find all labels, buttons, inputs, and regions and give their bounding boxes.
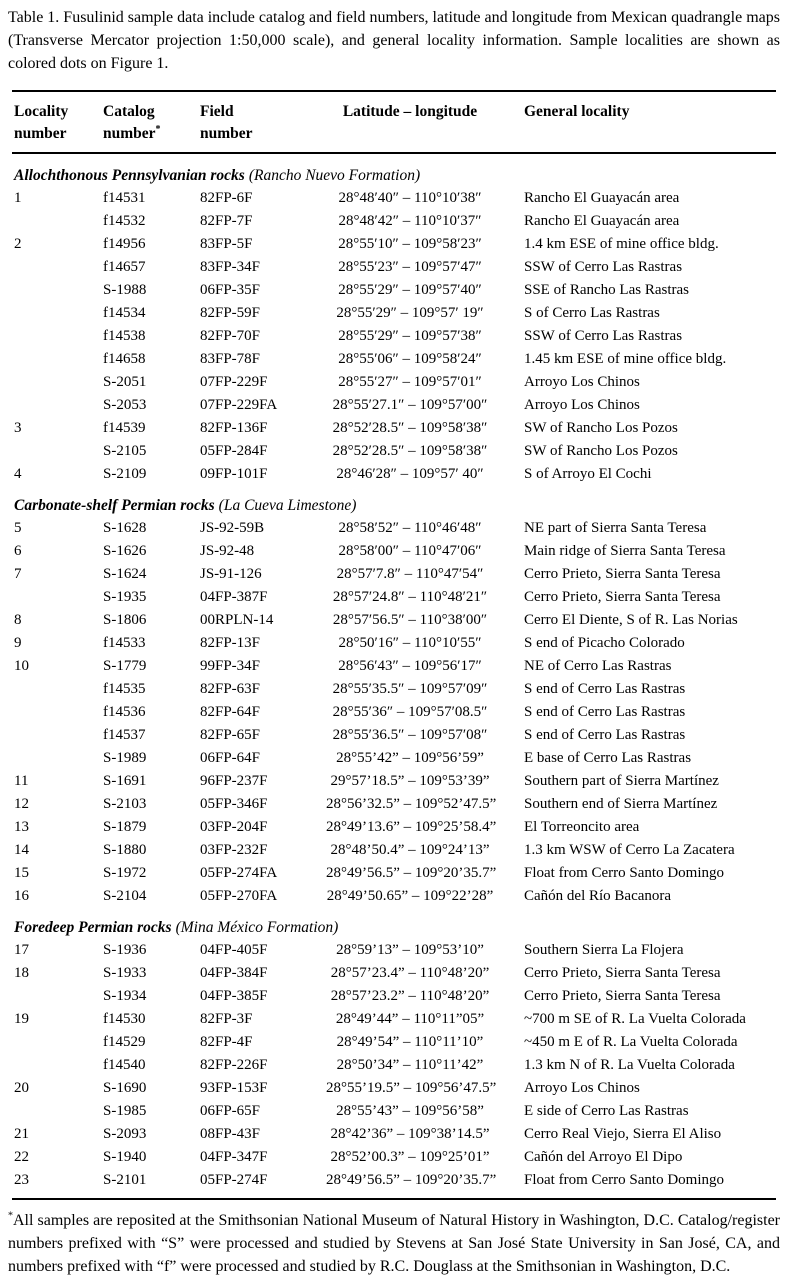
cell-catalog-number: f14536	[103, 704, 146, 720]
section-header	[12, 494, 776, 517]
cell-general-locality: Southern part of Sierra Martínez	[524, 773, 719, 789]
cell-latitude-longitude: 28°48′42″ – 110°10′37″	[338, 213, 482, 229]
cell-catalog-number: S-1936	[103, 942, 147, 958]
table-row	[12, 1077, 776, 1100]
cell-latitude-longitude: 28°57′7.8″ – 110°47′54″	[336, 566, 484, 582]
cell-field-number: 06FP-64F	[200, 750, 261, 766]
table-row	[12, 348, 776, 371]
cell-latitude-longitude: 28°57′24.8″ – 110°48′21″	[332, 589, 488, 605]
table-row	[12, 256, 776, 279]
cell-locality-number: 19	[14, 1011, 29, 1027]
table-row	[12, 417, 776, 440]
cell-catalog-number: S-1989	[103, 750, 147, 766]
cell-latitude-longitude: 28°58′00″ – 110°47′06″	[338, 543, 482, 559]
cell-latitude-longitude: 28°55′06″ – 109°58′24″	[338, 351, 482, 367]
cell-field-number: 82FP-13F	[200, 635, 261, 651]
cell-catalog-number: f14956	[103, 236, 146, 252]
cell-field-number: 05FP-270FA	[200, 888, 278, 904]
table-row	[12, 770, 776, 793]
cell-field-number: 05FP-284F	[200, 443, 268, 459]
cell-general-locality: Arroyo Los Chinos	[524, 1080, 640, 1096]
cell-catalog-number: S-1879	[103, 819, 147, 835]
cell-field-number: 04FP-385F	[200, 988, 268, 1004]
table-row	[12, 747, 776, 770]
cell-latitude-longitude: 28°49’56.5” – 109°20’35.7”	[326, 865, 497, 881]
table-header-row	[12, 92, 776, 152]
cell-general-locality: Float from Cerro Santo Domingo	[524, 865, 724, 881]
cell-locality-number	[12, 348, 101, 371]
table-row	[12, 609, 776, 632]
cell-field-number: 82FP-64F	[200, 704, 261, 720]
cell-locality-number: 4	[14, 466, 22, 482]
table-row	[12, 279, 776, 302]
cell-field-number: 82FP-136F	[200, 420, 268, 436]
cell-field-number: 83FP-78F	[200, 351, 261, 367]
cell-catalog-number: f14538	[103, 328, 146, 344]
cell-catalog-number: S-1779	[103, 658, 147, 674]
cell-catalog-number: S-1806	[103, 612, 147, 628]
cell-field-number: 08FP-43F	[200, 1126, 261, 1142]
cell-locality-number: 10	[14, 658, 29, 674]
table-row	[12, 517, 776, 540]
cell-latitude-longitude: 28°57′56.5″ – 110°38′00″	[332, 612, 488, 628]
cell-locality-number	[12, 302, 101, 325]
cell-latitude-longitude: 28°50′16″ – 110°10′55″	[338, 635, 482, 651]
table-row	[12, 540, 776, 563]
cell-field-number: 82FP-7F	[200, 213, 253, 229]
cell-field-number: 06FP-35F	[200, 282, 261, 298]
section-subtitle: (Rancho Nuevo Formation)	[248, 167, 421, 184]
cell-latitude-longitude: 28°55′35.5″ – 109°57′09″	[332, 681, 488, 697]
cell-latitude-longitude: 28°52’00.3” – 109°25’01”	[330, 1149, 490, 1165]
cell-catalog-number: f14658	[103, 351, 146, 367]
cell-catalog-number: S-1985	[103, 1103, 147, 1119]
cell-catalog-number: S-1880	[103, 842, 147, 858]
cell-locality-number: 22	[14, 1149, 29, 1165]
cell-field-number: 05FP-274F	[200, 1172, 268, 1188]
cell-field-number: 82FP-70F	[200, 328, 261, 344]
cell-field-number: JS-91-126	[200, 566, 262, 582]
section-subtitle: (La Cueva Limestone)	[218, 497, 357, 514]
cell-catalog-number: S-2051	[103, 374, 147, 390]
table-row	[12, 985, 776, 1008]
section-header	[12, 164, 776, 187]
cell-field-number: JS-92-48	[200, 543, 255, 559]
cell-catalog-number: S-1972	[103, 865, 147, 881]
cell-latitude-longitude: 28°55’42” – 109°56’59”	[336, 750, 484, 766]
cell-general-locality: Rancho El Guayacán area	[524, 213, 680, 229]
cell-locality-number	[12, 1031, 101, 1054]
cell-latitude-longitude: 28°58′52″ – 110°46′48″	[338, 520, 482, 536]
table-row	[12, 371, 776, 394]
cell-catalog-number: f14533	[103, 635, 146, 651]
cell-field-number: 82FP-63F	[200, 681, 261, 697]
cell-field-number: 82FP-4F	[200, 1034, 253, 1050]
table-row	[12, 586, 776, 609]
table-row	[12, 655, 776, 678]
table-row	[12, 1146, 776, 1169]
cell-locality-number: 23	[14, 1172, 29, 1188]
cell-field-number: 82FP-6F	[200, 190, 253, 206]
table-bottom-rule	[12, 1198, 776, 1200]
cell-locality-number: 21	[14, 1126, 29, 1142]
table-row	[12, 632, 776, 655]
table-row	[12, 563, 776, 586]
cell-field-number: 05FP-274FA	[200, 865, 278, 881]
cell-locality-number	[12, 325, 101, 348]
cell-general-locality: Southern Sierra La Flojera	[524, 942, 684, 958]
cell-general-locality: SW of Rancho Los Pozos	[524, 443, 678, 459]
cell-latitude-longitude: 28°57’23.4” – 110°48’20”	[330, 965, 490, 981]
cell-field-number: 03FP-204F	[200, 819, 268, 835]
cell-catalog-number: S-2101	[103, 1172, 147, 1188]
cell-field-number: 82FP-226F	[200, 1057, 268, 1073]
cell-latitude-longitude: 28°55′10″ – 109°58′23″	[338, 236, 482, 252]
cell-locality-number	[12, 279, 101, 302]
column-header-catalog-number	[101, 101, 198, 145]
cell-locality-number: 7	[14, 566, 22, 582]
table-row	[12, 793, 776, 816]
cell-locality-number: 11	[14, 773, 29, 789]
cell-latitude-longitude: 28°59’13” – 109°53’10”	[336, 942, 484, 958]
cell-general-locality: S end of Cerro Las Rastras	[524, 681, 686, 697]
table-row	[12, 939, 776, 962]
table-row	[12, 962, 776, 985]
cell-field-number: 04FP-387F	[200, 589, 268, 605]
cell-locality-number	[12, 371, 101, 394]
column-header-latitude-longitude: Latitude – longitude	[342, 103, 478, 120]
cell-catalog-number: S-1691	[103, 773, 147, 789]
cell-field-number: 00RPLN-14	[200, 612, 274, 628]
section-header	[12, 916, 776, 939]
cell-general-locality: ~450 m E of R. La Vuelta Colorada	[524, 1034, 738, 1050]
cell-catalog-number: f14529	[103, 1034, 146, 1050]
cell-field-number: 82FP-59F	[200, 305, 261, 321]
cell-catalog-number: S-2109	[103, 466, 147, 482]
cell-latitude-longitude: 28°55′36″ – 109°57′08.5″	[332, 704, 488, 720]
table-row	[12, 1008, 776, 1031]
cell-latitude-longitude: 28°55′27″ – 109°57′01″	[338, 374, 482, 390]
cell-catalog-number: S-1935	[103, 589, 147, 605]
cell-latitude-longitude: 28°52′28.5″ – 109°58′38″	[332, 443, 488, 459]
column-header-field-number	[198, 101, 326, 145]
cell-latitude-longitude: 28°49’44” – 110°11”05”	[335, 1011, 485, 1027]
cell-latitude-longitude: 28°55’43” – 109°56’58”	[336, 1103, 484, 1119]
cell-field-number: 04FP-347F	[200, 1149, 268, 1165]
cell-latitude-longitude: 28°49’13.6” – 109°25’58.4”	[326, 819, 497, 835]
cell-catalog-number: S-1628	[103, 520, 147, 536]
cell-general-locality: 1.3 km N of R. La Vuelta Colorada	[524, 1057, 735, 1073]
cell-latitude-longitude: 28°48’50.4” – 109°24’13”	[330, 842, 490, 858]
cell-catalog-number: f14532	[103, 213, 146, 229]
footnote-text: All samples are reposited at the Smithsonian National Museum of Natural History in Washington, D.C. Catalog/register numbers prefixed with “S” were processed and studied by Stevens at San José State University in San José, CA, and numbers prefixed with “f” were processed and studied by R.C. Douglass at the Smithsonian in Washington, D.C.	[8, 1212, 780, 1275]
cell-general-locality: Cerro Prieto, Sierra Santa Teresa	[524, 965, 721, 981]
cell-locality-number: 5	[14, 520, 22, 536]
table-row	[12, 1100, 776, 1123]
table-row	[12, 839, 776, 862]
cell-latitude-longitude: 28°46′28″ – 109°57′ 40″	[336, 466, 484, 482]
table-row	[12, 440, 776, 463]
cell-general-locality: 1.3 km WSW of Cerro La Zacatera	[524, 842, 735, 858]
cell-locality-number: 13	[14, 819, 29, 835]
cell-locality-number: 6	[14, 543, 22, 559]
table-row	[12, 463, 776, 486]
cell-general-locality: Cerro El Diente, S of R. Las Norias	[524, 612, 738, 628]
cell-field-number: 04FP-384F	[200, 965, 268, 981]
table-footnote	[8, 1209, 780, 1278]
cell-general-locality: E base of Cerro Las Rastras	[524, 750, 692, 766]
cell-field-number: 96FP-237F	[200, 773, 268, 789]
cell-general-locality: Float from Cerro Santo Domingo	[524, 1172, 724, 1188]
cell-latitude-longitude: 28°49’50.65” – 109°22’28”	[326, 888, 494, 904]
section-title: Carbonate-shelf Permian rocks	[14, 497, 215, 514]
cell-catalog-number: S-2053	[103, 397, 147, 413]
cell-locality-number: 2	[14, 236, 22, 252]
cell-locality-number	[12, 586, 101, 609]
cell-field-number: 07FP-229FA	[200, 397, 278, 413]
cell-field-number: 82FP-3F	[200, 1011, 253, 1027]
cell-general-locality: E side of Cerro Las Rastras	[524, 1103, 689, 1119]
cell-general-locality: S end of Cerro Las Rastras	[524, 704, 686, 720]
table-row	[12, 394, 776, 417]
cell-general-locality: Cañón del Río Bacanora	[524, 888, 672, 904]
cell-catalog-number: f14530	[103, 1011, 146, 1027]
column-header-line: Catalog	[103, 103, 155, 120]
table-row	[12, 302, 776, 325]
cell-general-locality: Main ridge of Sierra Santa Teresa	[524, 543, 726, 559]
column-header-line: number	[200, 125, 253, 142]
cell-field-number: 93FP-153F	[200, 1080, 268, 1096]
table-row	[12, 1123, 776, 1146]
cell-latitude-longitude: 28°49’56.5” – 109°20’35.7”	[326, 1172, 497, 1188]
table-row	[12, 1031, 776, 1054]
cell-latitude-longitude: 28°50’34” – 110°11’42”	[336, 1057, 484, 1073]
cell-general-locality: NE part of Sierra Santa Teresa	[524, 520, 707, 536]
cell-latitude-longitude: 28°55’19.5” – 109°56’47.5”	[326, 1080, 497, 1096]
cell-locality-number	[12, 985, 101, 1008]
cell-locality-number	[12, 1100, 101, 1123]
table-row	[12, 701, 776, 724]
cell-latitude-longitude: 28°55′29″ – 109°57′40″	[338, 282, 482, 298]
cell-general-locality: SW of Rancho Los Pozos	[524, 420, 678, 436]
cell-general-locality: Arroyo Los Chinos	[524, 374, 640, 390]
cell-general-locality: Southern end of Sierra Martínez	[524, 796, 718, 812]
table-caption: Table 1. Fusulinid sample data include catalog and field numbers, latitude and longitude from Mexican quadrangle maps (Transverse Mercator projection 1:50,000 scale), and general locality information. Sample localities are shown as colored dots on Figure 1.	[8, 9, 780, 72]
cell-catalog-number: f14540	[103, 1057, 146, 1073]
cell-latitude-longitude: 28°55′27.1″ – 109°57′00″	[332, 397, 488, 413]
cell-latitude-longitude: 28°55′29″ – 109°57′ 19″	[336, 305, 484, 321]
cell-general-locality: Cerro Prieto, Sierra Santa Teresa	[524, 566, 721, 582]
cell-field-number: 09FP-101F	[200, 466, 268, 482]
cell-locality-number: 14	[14, 842, 29, 858]
cell-general-locality: Cerro Prieto, Sierra Santa Teresa	[524, 988, 721, 1004]
cell-general-locality: SSE of Rancho Las Rastras	[524, 282, 689, 298]
footnote-marker-asterisk: *	[155, 123, 161, 135]
cell-latitude-longitude: 29°57’18.5” – 109°53’39”	[330, 773, 490, 789]
section-subtitle: (Mina México Formation)	[175, 919, 339, 936]
cell-field-number: 05FP-346F	[200, 796, 268, 812]
cell-catalog-number: S-1988	[103, 282, 147, 298]
cell-latitude-longitude: 28°48′40″ – 110°10′38″	[338, 190, 482, 206]
cell-locality-number	[12, 701, 101, 724]
cell-locality-number: 8	[14, 612, 22, 628]
cell-general-locality: 1.45 km ESE of mine office bldg.	[524, 351, 727, 367]
cell-field-number: 83FP-34F	[200, 259, 261, 275]
cell-general-locality: S end of Cerro Las Rastras	[524, 727, 686, 743]
cell-catalog-number: f14539	[103, 420, 146, 436]
cell-field-number: 07FP-229F	[200, 374, 268, 390]
cell-locality-number	[12, 440, 101, 463]
cell-field-number: JS-92-59B	[200, 520, 265, 536]
cell-latitude-longitude: 28°56′43″ – 109°56′17″	[338, 658, 482, 674]
cell-general-locality: ~700 m SE of R. La Vuelta Colorada	[524, 1011, 746, 1027]
cell-field-number: 06FP-65F	[200, 1103, 261, 1119]
table-row	[12, 1054, 776, 1077]
cell-locality-number	[12, 210, 101, 233]
cell-latitude-longitude: 28°55′23″ – 109°57′47″	[338, 259, 482, 275]
table-row	[12, 233, 776, 256]
cell-catalog-number: f14534	[103, 305, 146, 321]
footnote-marker-asterisk: *	[8, 1210, 13, 1222]
table-row	[12, 325, 776, 348]
column-header-line: number	[103, 125, 156, 142]
table-row	[12, 678, 776, 701]
cell-latitude-longitude: 28°42’36” – 109°38’14.5”	[330, 1126, 490, 1142]
cell-locality-number: 15	[14, 865, 29, 881]
column-header-locality-number	[12, 101, 101, 145]
cell-locality-number: 18	[14, 965, 29, 981]
cell-locality-number: 9	[14, 635, 22, 651]
cell-latitude-longitude: 28°52′28.5″ – 109°58′38″	[332, 420, 488, 436]
cell-general-locality: S of Cerro Las Rastras	[524, 305, 660, 321]
cell-general-locality: Cerro Prieto, Sierra Santa Teresa	[524, 589, 721, 605]
cell-catalog-number: f14657	[103, 259, 146, 275]
cell-locality-number: 1	[14, 190, 22, 206]
table-row	[12, 885, 776, 908]
cell-general-locality: NE of Cerro Las Rastras	[524, 658, 672, 674]
section-title: Foredeep Permian rocks	[14, 919, 172, 936]
cell-general-locality: Arroyo Los Chinos	[524, 397, 640, 413]
fusulinid-sample-table	[12, 90, 776, 1200]
cell-general-locality: Cerro Real Viejo, Sierra El Aliso	[524, 1126, 722, 1142]
table-row	[12, 187, 776, 210]
cell-catalog-number: S-2105	[103, 443, 147, 459]
cell-general-locality: Cañón del Arroyo El Dipo	[524, 1149, 683, 1165]
cell-locality-number: 16	[14, 888, 29, 904]
table-body	[12, 154, 776, 1192]
cell-catalog-number: f14531	[103, 190, 146, 206]
cell-catalog-number: f14535	[103, 681, 146, 697]
column-header-general-locality: General locality	[524, 103, 630, 120]
table-row	[12, 862, 776, 885]
table-row	[12, 1169, 776, 1192]
cell-general-locality: S end of Picacho Colorado	[524, 635, 685, 651]
cell-field-number: 83FP-5F	[200, 236, 253, 252]
cell-catalog-number: S-2103	[103, 796, 147, 812]
cell-locality-number: 20	[14, 1080, 29, 1096]
cell-catalog-number: S-1933	[103, 965, 147, 981]
cell-field-number: 03FP-232F	[200, 842, 268, 858]
cell-general-locality: El Torreoncito area	[524, 819, 640, 835]
cell-locality-number	[12, 724, 101, 747]
cell-field-number: 82FP-65F	[200, 727, 261, 743]
cell-general-locality: S of Arroyo El Cochi	[524, 466, 652, 482]
cell-general-locality: Rancho El Guayacán area	[524, 190, 680, 206]
cell-locality-number	[12, 747, 101, 770]
cell-latitude-longitude: 28°49’54” – 110°11’10”	[336, 1034, 484, 1050]
cell-general-locality: SSW of Cerro Las Rastras	[524, 328, 683, 344]
cell-latitude-longitude: 28°55′36.5″ – 109°57′08″	[332, 727, 488, 743]
section-title: Allochthonous Pennsylvanian rocks	[14, 167, 245, 184]
cell-locality-number	[12, 394, 101, 417]
cell-general-locality: SSW of Cerro Las Rastras	[524, 259, 683, 275]
cell-locality-number: 12	[14, 796, 29, 812]
column-header-line: Locality	[14, 103, 69, 120]
cell-latitude-longitude: 28°57’23.2” – 110°48’20”	[330, 988, 490, 1004]
cell-catalog-number: S-1940	[103, 1149, 147, 1165]
cell-locality-number	[12, 1054, 101, 1077]
cell-catalog-number: S-1626	[103, 543, 147, 559]
cell-locality-number	[12, 678, 101, 701]
cell-locality-number	[12, 256, 101, 279]
column-header-line: number	[14, 125, 67, 142]
cell-latitude-longitude: 28°56’32.5” – 109°52’47.5”	[326, 796, 497, 812]
cell-catalog-number: S-2093	[103, 1126, 147, 1142]
column-header-line: Field	[200, 103, 234, 120]
cell-locality-number: 17	[14, 942, 29, 958]
cell-general-locality: 1.4 km ESE of mine office bldg.	[524, 236, 719, 252]
cell-locality-number: 3	[14, 420, 22, 436]
cell-catalog-number: S-1624	[103, 566, 147, 582]
table-row	[12, 724, 776, 747]
cell-catalog-number: f14537	[103, 727, 146, 743]
cell-catalog-number: S-2104	[103, 888, 147, 904]
cell-catalog-number: S-1934	[103, 988, 147, 1004]
cell-catalog-number: S-1690	[103, 1080, 147, 1096]
cell-latitude-longitude: 28°55′29″ – 109°57′38″	[338, 328, 482, 344]
cell-field-number: 99FP-34F	[200, 658, 261, 674]
table-row	[12, 816, 776, 839]
cell-field-number: 04FP-405F	[200, 942, 268, 958]
table-row	[12, 210, 776, 233]
